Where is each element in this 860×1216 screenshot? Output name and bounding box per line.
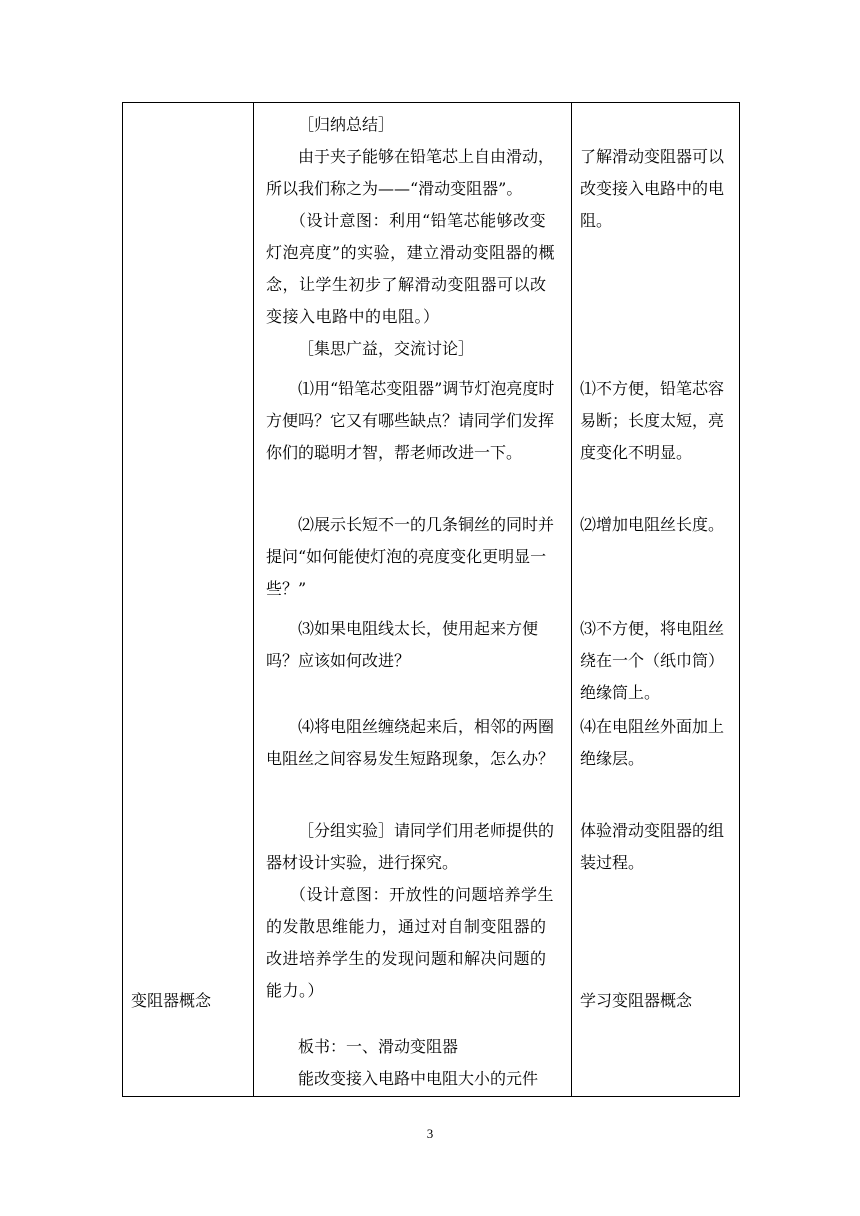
design-intent-2 [266,879,562,1007]
paragraph-text: ⑵增加电阻丝长度。 [580,515,725,534]
student-experience [580,815,736,879]
question-2 [266,509,562,605]
board-writing-title [266,1031,562,1063]
paragraph-text: ⑶不方便，将电阻丝绕在一个（纸巾筒）绝缘筒上。 [580,619,725,702]
design-intent-1 [266,205,562,333]
table-row [123,103,740,1097]
paragraph-text: 板书：一、滑动变阻器 [298,1037,459,1056]
student-answer-3 [580,613,736,709]
stage-label: 变阻器概念 [131,991,212,1010]
lesson-table [122,102,740,1097]
paragraph-text: 了解滑动变阻器可以改变接入电路中的电阻。 [580,147,725,230]
stage-cell [123,103,254,1097]
page-number: 3 [426,1126,434,1141]
paragraph-text: ⑷在电阻丝外面加上绝缘层。 [580,717,725,768]
paragraph-text: ⑴用“铅笔芯变阻器”调节灯泡亮度时方便吗？它又有哪些缺点？请同学们发挥你们的聪明才智，帮老师改进一下。 [266,379,555,462]
paragraph-text: ⑶如果电阻线太长，使用起来方便吗？应该如何改进？ [266,619,539,670]
paragraph-text: 能改变接入电路中电阻大小的元件 [298,1069,539,1088]
student-note-1 [580,141,736,237]
heading-discussion [266,333,562,365]
heading-text: ［归纳总结］ [298,115,395,134]
paragraph-text: （设计意图：利用“铅笔芯能够改变灯泡亮度”的实验，建立滑动变阻器的概念，让学生初步了解滑动变阻器可以改变接入电路中的电阻。） [266,211,556,326]
paragraph-text: ［分组实验］请同学们用老师提供的器材设计实验，进行探究。 [266,821,555,872]
student-concept [580,985,736,1017]
question-4 [266,711,562,775]
teacher-activity-cell [254,103,572,1097]
heading-text: ［集思广益，交流讨论］ [298,339,475,358]
paragraph-text: ⑴不方便，铅笔芯容易断；长度太短，亮度变化不明显。 [580,379,725,462]
paragraph-text: ⑵展示长短不一的几条铜丝的同时并提问“如何能使灯泡的亮度变化更明显一些？” [266,515,555,598]
student-answer-4 [580,711,736,775]
student-answer-1 [580,373,736,469]
question-1 [266,373,562,469]
paragraph-text: ⑷将电阻丝缠绕起来后，相邻的两圈电阻丝之间容易发生短路现象，怎么办？ [266,717,555,768]
paragraph-text: 体验滑动变阻器的组装过程。 [580,821,725,872]
student-answer-2 [580,509,736,541]
paragraph-text: 学习变阻器概念 [580,991,693,1010]
paragraph-text: 由于夹子能够在铅笔芯上自由滑动，所以我们称之为——“滑动变阻器”。 [266,147,555,198]
student-activity-cell [572,103,740,1097]
heading-summary [266,109,562,141]
group-experiment [266,815,562,879]
question-3 [266,613,562,677]
paragraph-slide-rheostat [266,141,562,205]
paragraph-text: （设计意图：开放性的问题培养学生的发散思维能力，通过对自制变阻器的改进培养学生的发现问题和解决问题的能力。） [266,885,555,1000]
board-writing-definition [266,1063,562,1095]
